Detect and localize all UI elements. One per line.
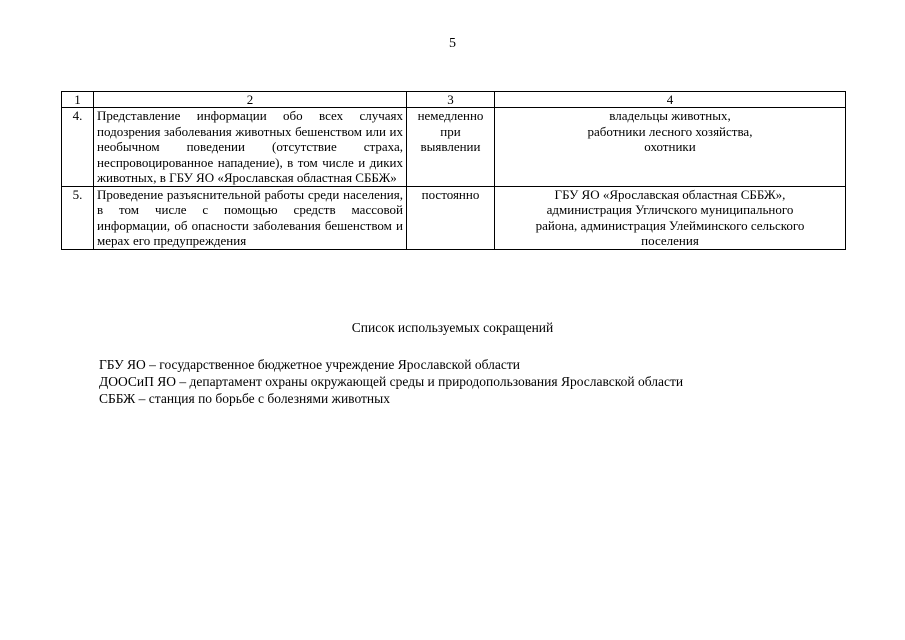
row-number: 4.: [62, 108, 94, 187]
row-responsible: [495, 108, 846, 187]
row-timing: [407, 108, 495, 187]
row-description: Представление информации обо всех случаях подозрения заболевания животных бешенством или их необычном поведении (отсутствие страха, неспровоцированное нападение), в том числе и диких животных, в ГБУ ЯО «Ярославская областная СББЖ»: [94, 108, 407, 187]
abbreviation-item: СББЖ – станция по борьбе с болезнями животных: [99, 391, 390, 406]
responsible-line: владельцы животных,: [609, 108, 731, 123]
row-responsible: [495, 186, 846, 249]
responsible-line: охотники: [644, 139, 696, 154]
table-header-row: [62, 92, 846, 108]
header-cell: 2: [94, 92, 407, 108]
abbreviations-list: [99, 356, 683, 407]
timing-line: выявлении: [420, 139, 481, 154]
timing-line: при: [440, 123, 461, 139]
responsible-line: района, администрация Улейминского сельского: [535, 217, 805, 233]
row-timing: [407, 186, 495, 249]
header-cell: 1: [62, 92, 94, 108]
responsible-line: поселения: [641, 233, 699, 248]
header-cell: 3: [407, 92, 495, 108]
responsible-line: ГБУ ЯО «Ярославская областная СББЖ»,: [554, 186, 786, 202]
row-description: Проведение разъяснительной работы среди населения, в том числе с помощью средств массовой информации, об опасности заболевания бешенством и мерах его предупреждения: [94, 186, 407, 249]
row-number: 5.: [62, 186, 94, 249]
responsible-line: администрация Угличского муниципального: [546, 202, 794, 217]
header-cell: 4: [495, 92, 846, 108]
timing-line: немедленно: [417, 108, 484, 123]
table-row: [62, 186, 846, 249]
timing-line: постоянно: [421, 186, 480, 202]
page-number: 5: [449, 36, 456, 51]
table-row: [62, 108, 846, 187]
abbreviation-item: ГБУ ЯО – государственное бюджетное учреждение Ярославской области: [99, 357, 520, 372]
responsible-line: работники лесного хозяйства,: [587, 123, 753, 139]
abbreviations-title: Список используемых сокращений: [351, 320, 554, 335]
abbreviation-item: ДООСиП ЯО – департамент охраны окружающей среды и природопользования Ярославской области: [99, 374, 684, 389]
measures-table: [61, 91, 846, 250]
